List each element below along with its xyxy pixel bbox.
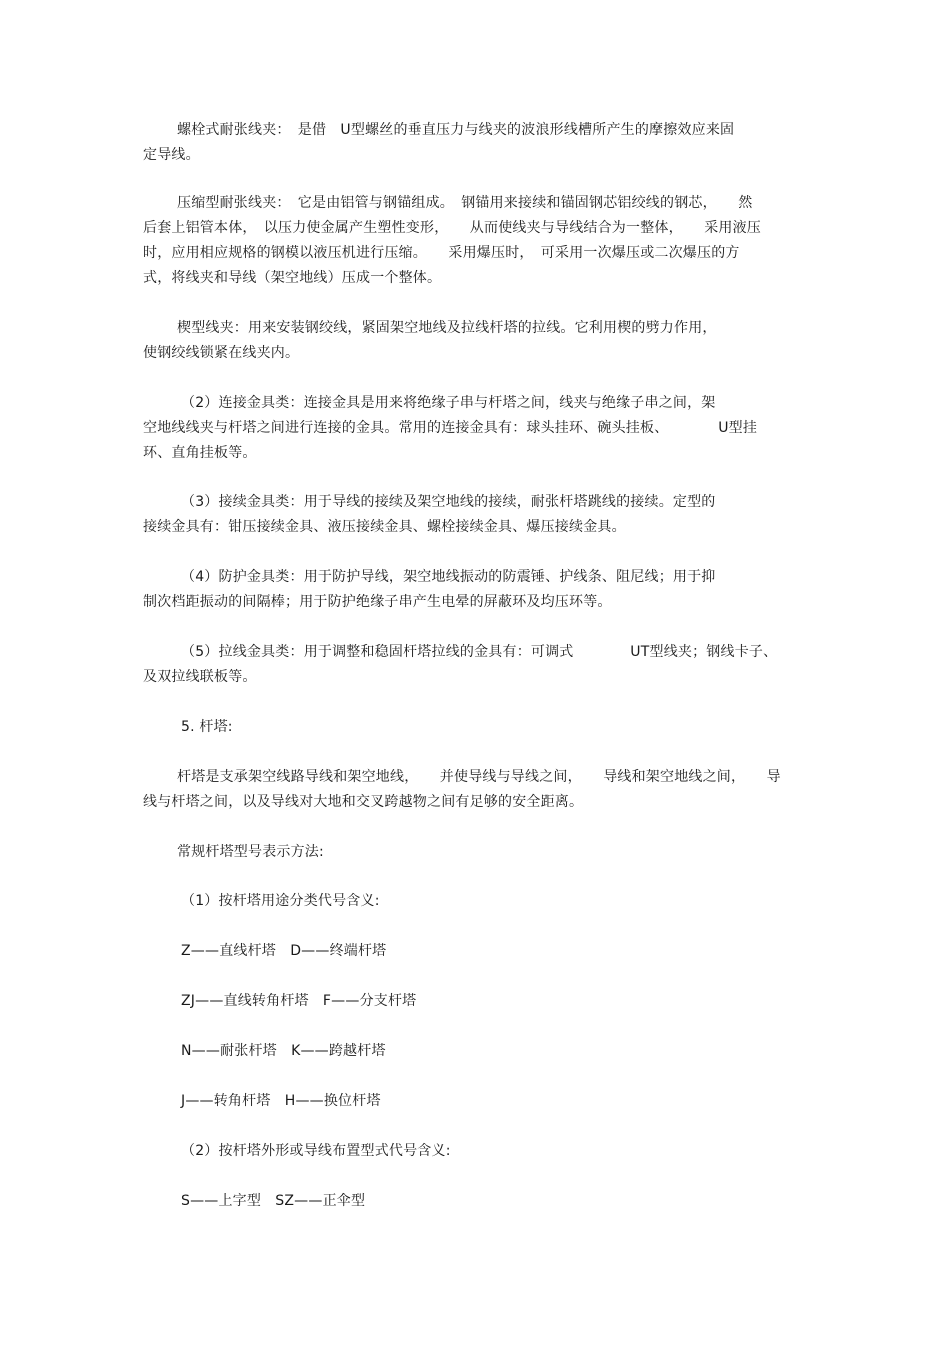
text-line: 式，将线夹和导线（架空地线）压成一个整体。 [143,270,442,286]
code-line: J——转角杆塔 H——换位杆塔 [181,1093,381,1109]
text-line: 定导线。 [143,147,200,163]
text-line: 压缩型耐张线夹： 它是由铝管与钢锚组成。 钢锚用来接续和锚固钢芯铝绞线的钢芯， 然 [177,195,753,211]
text-line: 及双拉线联板等。 [143,669,257,685]
text-line: 杆塔是支承架空线路导线和架空地线， 并使导线与导线之间， 导线和架空地线之间， 导 [177,769,781,785]
code-line: S——上字型 SZ——正伞型 [181,1193,366,1209]
text-line: 空地线线夹与杆塔之间进行连接的金具。常用的连接金具有：球头挂环、碗头挂板、 U型挂 [143,420,758,436]
text-line: （2）连接金具类：连接金具是用来将绝缘子串与杆塔之间，线夹与绝缘子串之间，架 [181,395,716,411]
list-heading: （1）按杆塔用途分类代号含义: [181,893,380,909]
text-line: （5）拉线金具类：用于调整和稳固杆塔拉线的金具有：可调式 UT型线夹；钢线卡子、 [181,644,778,660]
text-line: 使钢绞线锁紧在线夹内。 [143,345,300,361]
section-heading: 5. 杆塔: [181,719,233,735]
text-line: （3）接续金具类：用于导线的接续及架空地线的接续，耐张杆塔跳线的接续。定型的 [181,494,716,510]
text-line: 楔型线夹：用来安装钢绞线，紧固架空地线及拉线杆塔的拉线。它利用楔的劈力作用， [177,320,717,336]
code-line: Z——直线杆塔 D——终端杆塔 [181,943,387,959]
text-line: 常规杆塔型号表示方法: [177,844,324,860]
text-line: 制次档距振动的间隔棒；用于防护绝缘子串产生电晕的屏蔽环及均压环等。 [143,594,612,610]
code-line: ZJ——直线转角杆塔 F——分支杆塔 [181,993,417,1009]
code-line: N——耐张杆塔 K——跨越杆塔 [181,1043,386,1059]
text-line: （4）防护金具类：用于防护导线，架空地线振动的防震锤、护线条、阻尼线；用于抑 [181,569,716,585]
text-line: 线与杆塔之间，以及导线对大地和交叉跨越物之间有足够的安全距离。 [143,794,584,810]
list-heading: （2）按杆塔外形或导线布置型式代号含义: [181,1143,451,1159]
text-line: 后套上铝管本体， 以压力使金属产生塑性变形， 从而使线夹与导线结合为一整体， 采用液压 [143,220,761,236]
text-line: 时，应用相应规格的钢模以液压机进行压缩。 采用爆压时， 可采用一次爆压或二次爆压的方 [143,245,740,261]
text-line: 接续金具有：钳压接续金具、液压接续金具、螺栓接续金具、爆压接续金具。 [143,519,626,535]
text-line: 螺栓式耐张线夹： 是借 U型螺丝的垂直压力与线夹的波浪形线槽所产生的摩擦效应来固 [177,122,735,138]
text-line: 环、直角挂板等。 [143,445,257,461]
